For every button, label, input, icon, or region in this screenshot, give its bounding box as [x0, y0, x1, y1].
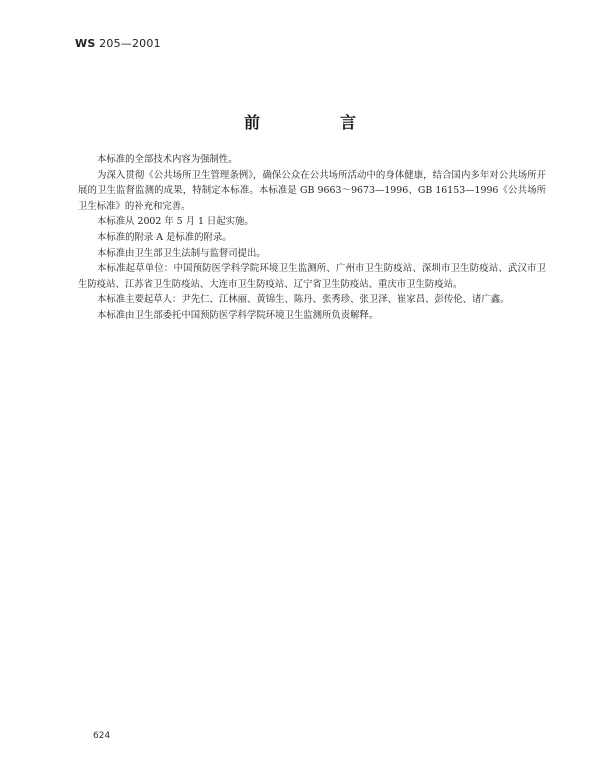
standard-code — [75, 37, 161, 50]
paragraph-drafting-units: 本标准起草单位：中国预防医学科学院环境卫生监测所、广州市卫生防疫站、深圳市卫生防疫站、武汉市卫生防疫站、江苏省卫生防疫站、大连市卫生防疫站、辽宁省卫生防疫站、重庆市卫生防疫站。 — [78, 263, 546, 290]
standard-code-prefix: WS — [75, 37, 96, 50]
paragraph-purpose: 为深入贯彻《公共场所卫生管理条例》，确保公众在公共场所活动中的身体健康，结合国内多年对公共场所开展的卫生监督监测的成果，特制定本标准。本标准是 GB 9663～9673—1996、GB 16153—1996《公共场所卫生标准》的补充和完善。 — [78, 169, 546, 212]
paragraph-mandatory: 本标准的全部技术内容为强制性。 — [97, 154, 238, 165]
page-title: 前 言 — [243, 113, 388, 132]
paragraph-interpretation: 本标准由卫生部委托中国预防医学科学院环境卫生监测所负责解释。 — [97, 309, 379, 321]
paragraph-proposer: 本标准由卫生部卫生法制与监督司提出。 — [97, 247, 266, 259]
standard-code-number: 205—2001 — [99, 37, 161, 50]
paragraph-drafters: 本标准主要起草人：尹先仁、江林丽、黄锦生、陈丹、张秀珍、张卫泽、崔家昌、彭传伦、诸广鑫。 — [97, 294, 510, 306]
foreword-body — [78, 152, 546, 324]
paragraph-appendix: 本标准的附录 A 是标准的附录。 — [97, 231, 232, 243]
page-number: 624 — [93, 731, 111, 741]
paragraph-effective-date: 本标准从 2002 年 5 月 1 日起实施。 — [97, 216, 254, 228]
